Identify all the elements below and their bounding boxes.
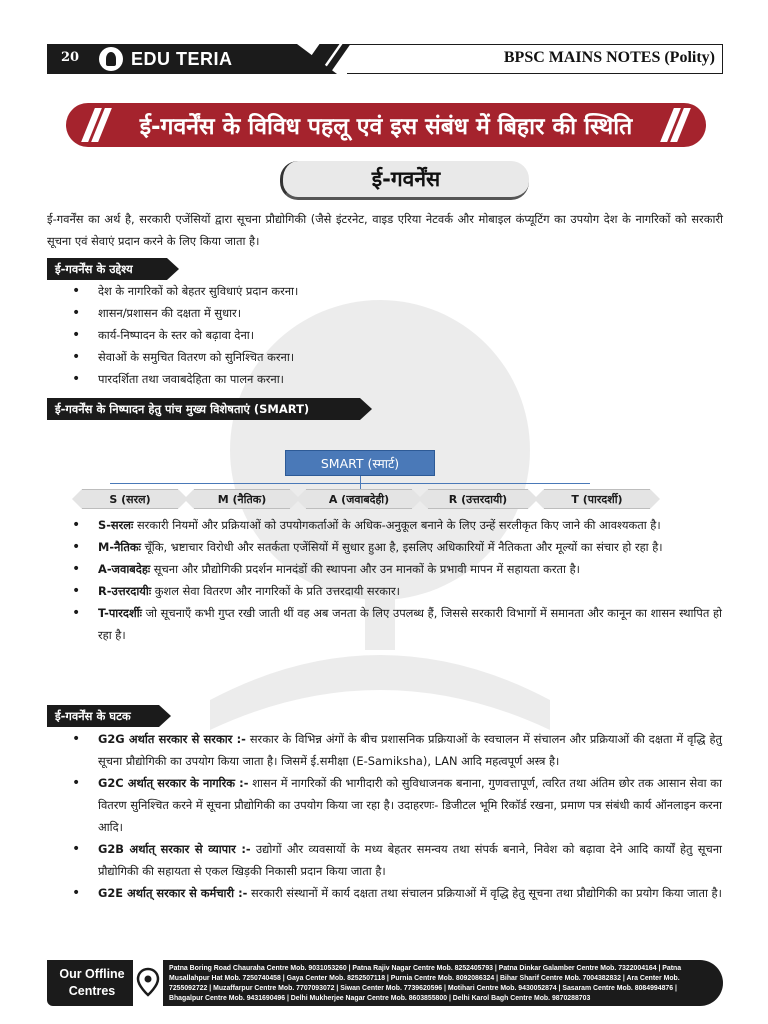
smart-pillar-r: R (उत्तरदायी) bbox=[428, 489, 528, 509]
list-item: • शासन/प्रशासन की दक्षता में सुधार। bbox=[72, 302, 722, 324]
header-title: BPSC MAINS NOTES (Polity) bbox=[503, 49, 715, 66]
centres-list-box bbox=[163, 960, 723, 1006]
page-number: 20 bbox=[61, 50, 80, 65]
description: शासन में नागरिकों की भागीदारी को सुविधाजनक बनाना, गुणवत्तापूर्ण, त्वरित तथा अंतिम छोर तक आसान सेवा का वितरण सुनिश्चित करने में सूचना प्रौद्योगिकी का उपयोग किया जा रहा है। उदाहरणः- डिजीटल भूमि रिकॉर्ड रखना, प्रमाण पत्र संबंधी कार्य ऑनलाइन करना आदि। bbox=[98, 776, 722, 834]
offline-label-line2: Centres bbox=[68, 984, 116, 998]
smart-list bbox=[72, 514, 722, 646]
term: G2C अर्थात् सरकार के नागरिक :- bbox=[98, 776, 249, 790]
description: चूँकि, भ्रष्टाचार विरोधी और सतर्कता एजेंसियों में सुधार हुआ है, इसलिए अधिकारियों में नैतिकता और मूल्यों का संचार हो रहा है। bbox=[140, 540, 663, 554]
description: कुशल सेवा वितरण और नागरिकों के प्रति उत्तरदायी सरकार। bbox=[151, 584, 400, 598]
offline-label-line1: Our Offline bbox=[59, 967, 125, 981]
objectives-list bbox=[72, 280, 722, 390]
connector-line bbox=[110, 483, 590, 484]
page-footer bbox=[47, 960, 723, 1006]
brand-logo-icon bbox=[99, 47, 123, 71]
brand-name: EDU TERIA bbox=[131, 49, 233, 69]
section-heading-components: ई-गवर्नेंस के घटक bbox=[47, 705, 159, 727]
list-item bbox=[72, 728, 722, 772]
term: G2G अर्थात सरकार से सरकार :- bbox=[98, 732, 246, 746]
intro-paragraph: ई-गवर्नेंस का अर्थ है, सरकारी एजेंसियों द्वारा सूचना प्रौद्योगिकी (जैसे इंटरनेट, वाइड एरिया नेटवर्क और मोबाइल कंप्यूटिंग का उपयोग देश के नागरिकों को सरकारी सूचना एवं सेवाएं प्रदान करने के लिए किया जाता है। bbox=[47, 212, 723, 248]
description: सरकारी नियमों और प्रक्रियाओं को उपयोगकर्ताओं के अधिक-अनुकूल बनाने के लिए उन्हें सरलीकृत किए जाने की आवश्यकता है। bbox=[133, 518, 661, 532]
section-heading-objectives: ई-गवर्नेंस के उद्देश्य bbox=[47, 258, 167, 280]
description: उद्योगों और व्यवसायों के मध्य बेहतर समन्वय तथा संपर्क बनाने, निवेश को बढ़ावा देने आदि कार्यों हेतु सूचना प्रौद्योगिकी की सहायता से एकल खिड़की निकासी प्रदान किया जाता है। bbox=[98, 842, 722, 878]
list-item bbox=[72, 536, 722, 558]
list-item bbox=[72, 882, 722, 904]
description: सरकारी संस्थानों में कार्य दक्षता तथा संचालन प्रक्रियाओं में वृद्धि हेतु सूचना तथा प्रौद्योगिकी का प्रयोग किया जाता है। bbox=[247, 886, 722, 900]
term: G2B अर्थात् सरकार से व्यापार :- bbox=[98, 842, 251, 856]
location-pin-icon bbox=[135, 967, 161, 997]
list-item bbox=[72, 514, 722, 536]
list-item bbox=[72, 602, 722, 646]
main-title: ई-गवर्नेंस के विविध पहलू एवं इस संबंध में बिहार की स्थिति bbox=[139, 114, 633, 140]
smart-pillar-t: T (पारदर्शी) bbox=[544, 489, 650, 509]
section-heading-smart: ई-गवर्नेंस के निष्पादन हेतु पांच मुख्य विशेषताएं (SMART) bbox=[47, 398, 360, 420]
page-header bbox=[47, 44, 723, 74]
description: जो सूचनाएँ कभी गुप्त रखी जाती थीं वह अब जनता के लिए उपलब्ध हैं, जिससे सरकारी विभागों में समानता और कानून का शासन स्थापित हो रहा है। bbox=[98, 606, 722, 642]
list-item: • पारदर्शिता तथा जवाबदेहिता का पालन करना। bbox=[72, 368, 722, 390]
list-item: • देश के नागरिकों को बेहतर सुविधाएं प्रदान करना। bbox=[72, 280, 722, 302]
list-item bbox=[72, 838, 722, 882]
term: G2E अर्थात् सरकार से कर्मचारी :- bbox=[98, 886, 248, 900]
term: R-उत्तरदायीः bbox=[98, 584, 152, 598]
smart-pillar-s: S (सरल) bbox=[82, 489, 178, 509]
smart-pillar-m: M (नैतिक) bbox=[194, 489, 290, 509]
components-list bbox=[72, 728, 722, 904]
list-item bbox=[72, 772, 722, 838]
term: T-पारदर्शीः bbox=[98, 606, 142, 620]
main-title-banner bbox=[66, 103, 706, 147]
sub-title-pill bbox=[280, 161, 529, 200]
term: S-सरलः bbox=[98, 518, 134, 532]
smart-diagram-root: SMART (स्मार्ट) bbox=[285, 450, 435, 476]
list-item: • सेवाओं के समुचित वितरण को सुनिश्चित करना। bbox=[72, 346, 722, 368]
list-item bbox=[72, 558, 722, 580]
description: सरकार के विभिन्न अंगों के बीच प्रशासनिक प्रक्रियाओं के स्वचालन में संचालन और प्रक्रियाओं की दक्षता में वृद्धि हेतु सूचना प्रौद्योगिकी का उपयोग किया जाता है। जिसमें ई.समीक्षा (E-Samiksha), LAN आदि महत्वपूर्ण अस्त्र है। bbox=[98, 732, 722, 768]
smart-pillar-a: A (जवाबदेही) bbox=[306, 489, 412, 509]
offline-centres-label-box bbox=[47, 960, 133, 1006]
centres-list: Patna Boring Road Chauraha Centre Mob. 9031053260 | Patna Rajiv Nagar Centre Mob. 8252405793 | Patna Dinkar Galamber Centre Mob. 7322004164 | Patna Musallahpur Hat Mob. 7250740458 | Gaya Center Mob. 8252507118 | Purnia Centre Mob. 8092086324 | Bihar Sharif Centre Mob. 7004382832 | Ara Center Mob. 7255092722 | Muzaffarpur Centre Mob. 7707093072 | Siwan Center Mob. 7739620596 | Motihari Centre Mob. 9430052874 | Sasaram Centre Mob. 8084994876 | Bhagalpur Centre Mob. 9431690496 | Delhi Mukherjee Nagar Centre Mob. 8603855800 | Delhi Karol Bagh Centre Mob. 9870288703 bbox=[169, 965, 682, 1002]
sub-title: ई-गवर्नेंस bbox=[371, 167, 441, 191]
description: सूचना और प्रौद्योगिकी प्रदर्शन मानदंडों की स्थापना और उन मानकों के प्रभावी मापन में सहायता करता है। bbox=[150, 562, 580, 576]
term: A-जवाबदेहः bbox=[98, 562, 151, 576]
list-item: • कार्य-निष्पादन के स्तर को बढ़ावा देना। bbox=[72, 324, 722, 346]
term: M-नैतिकः bbox=[98, 540, 141, 554]
list-item bbox=[72, 580, 722, 602]
